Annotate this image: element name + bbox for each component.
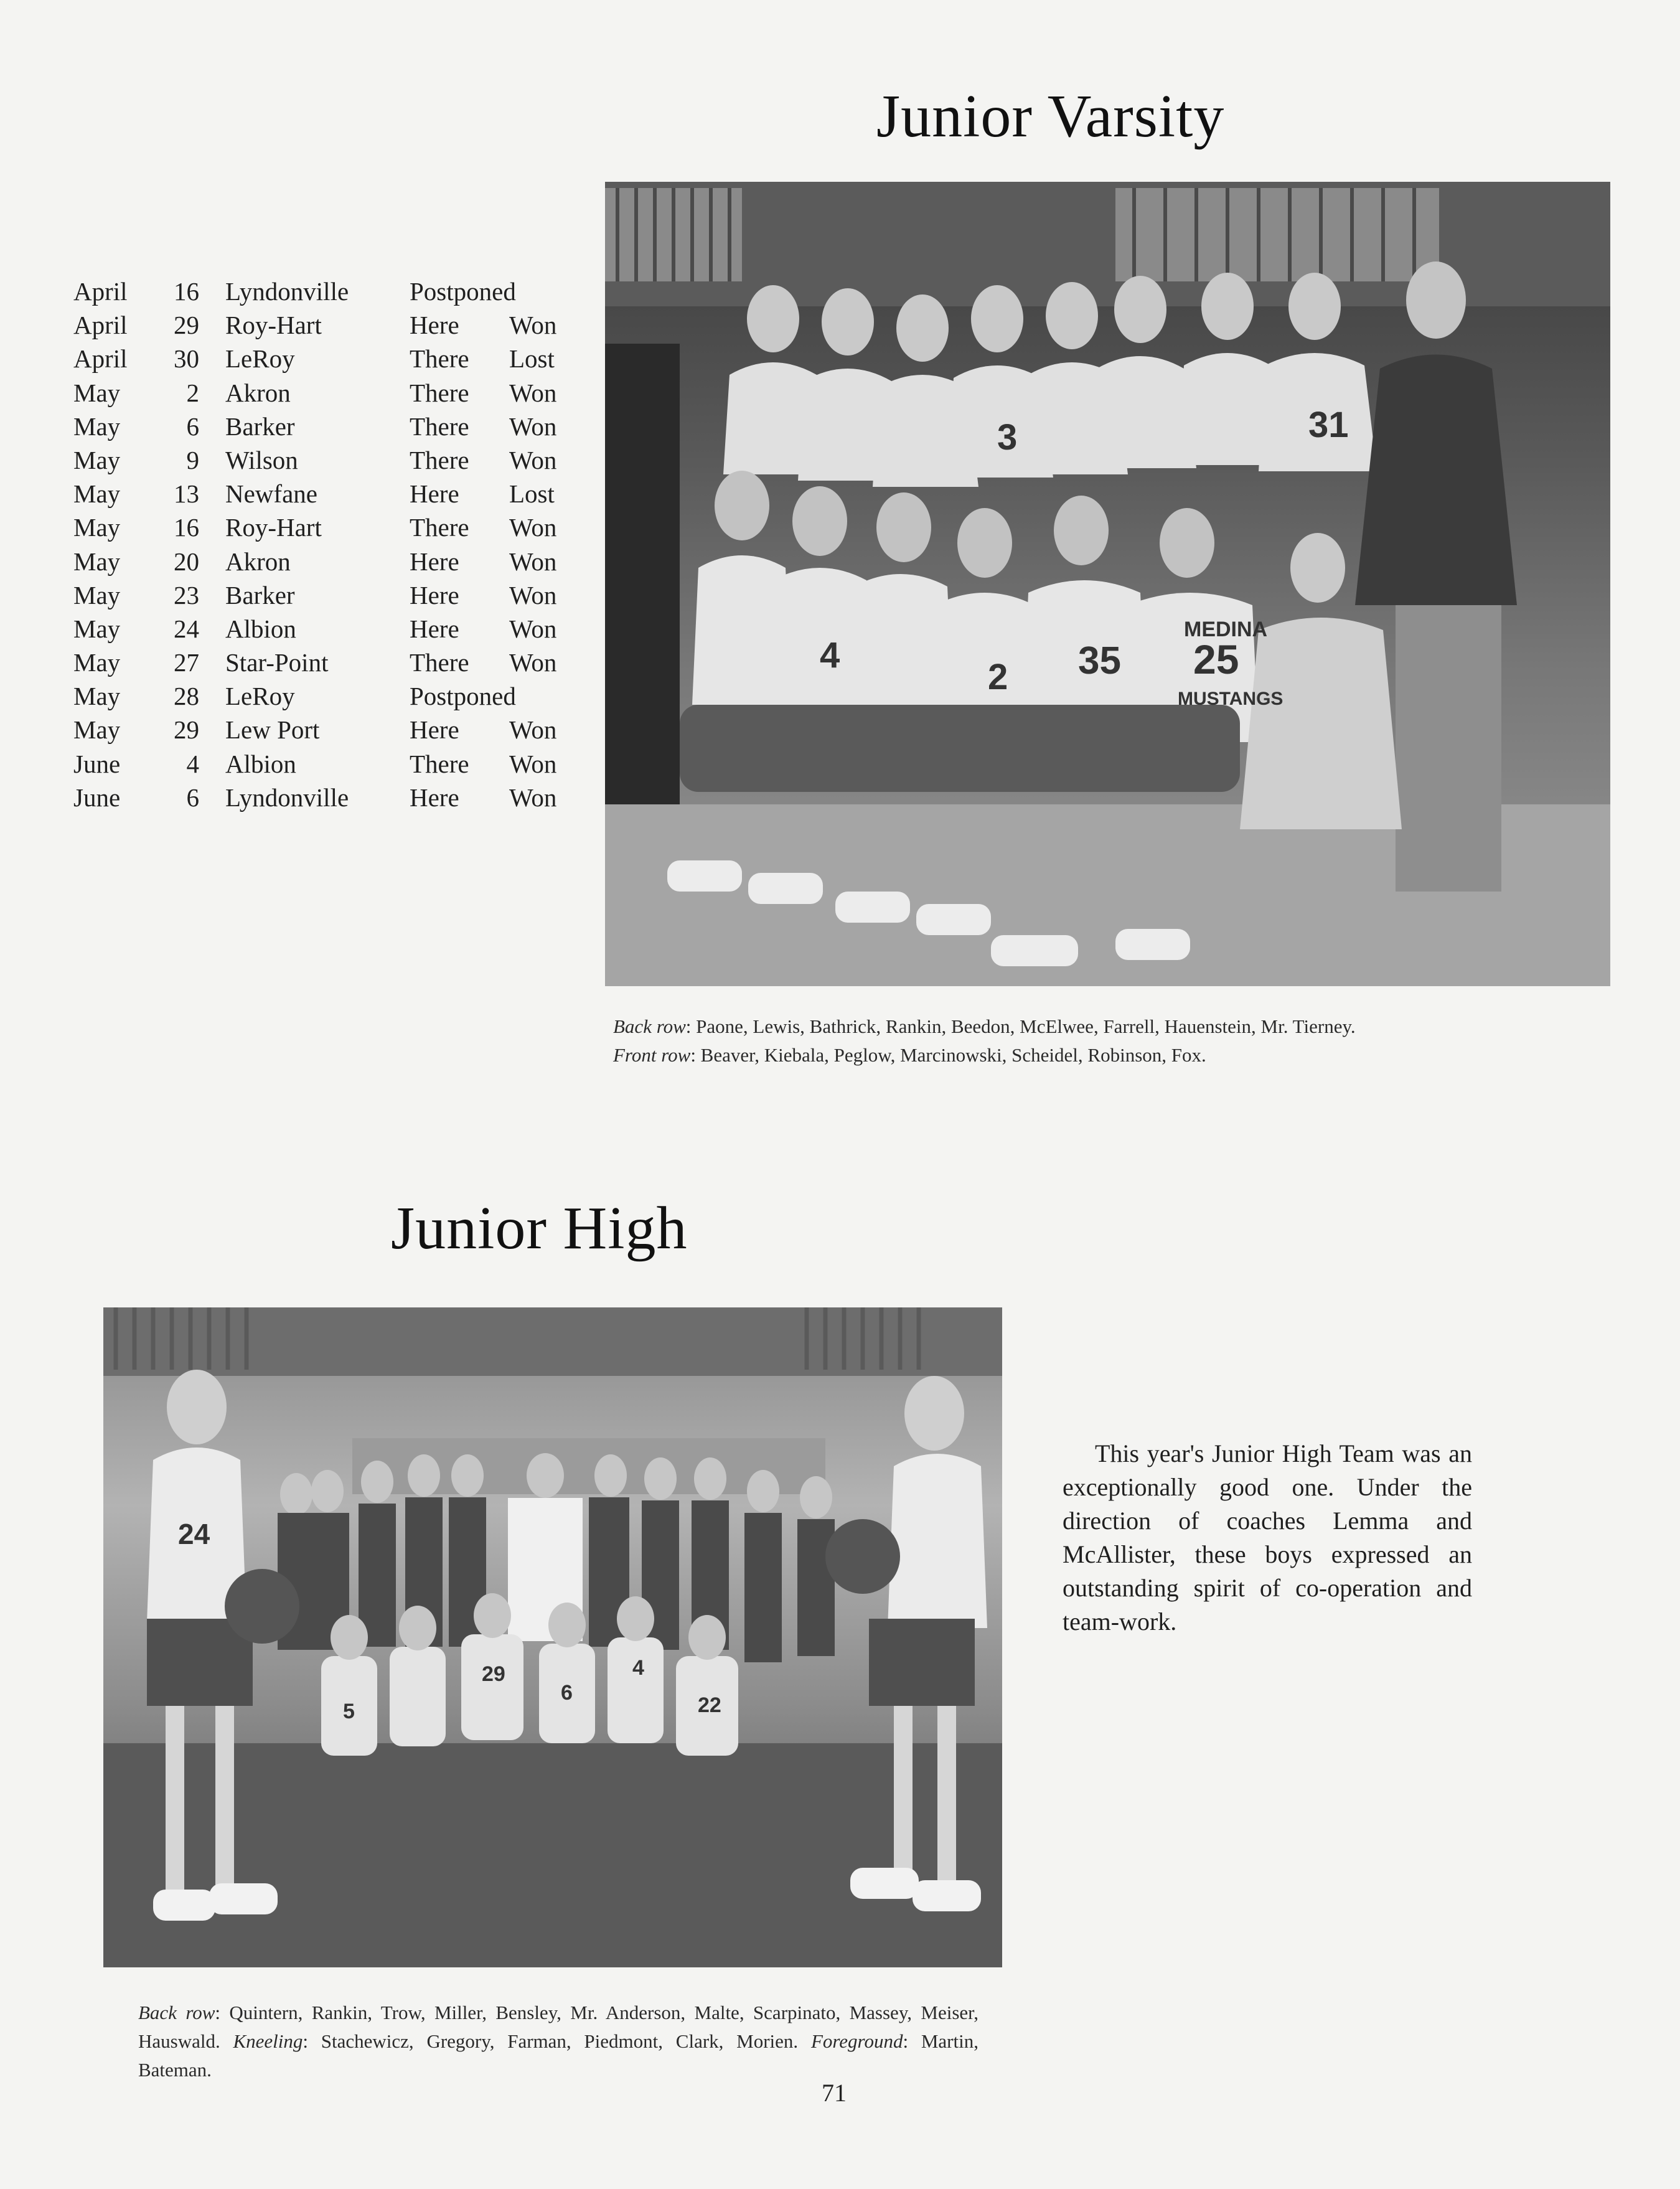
schedule-month: April xyxy=(73,311,128,340)
schedule-note: Postponed xyxy=(410,277,516,306)
jh-kneeling-names: : Stachewicz, Gregory, Farman, Piedmont, Clark, Morien. xyxy=(303,2030,811,2052)
schedule-result: Won xyxy=(509,445,557,474)
jh-back-row-names: : Quintern, Rankin, Trow, Miller, Bensley, Mr. Anderson, Malte, Scarpinato, Massey, Meiser, Hauswald. xyxy=(138,2002,979,2052)
schedule-month: May xyxy=(73,580,121,610)
schedule-month: May xyxy=(73,445,121,474)
schedule-result: Won xyxy=(509,412,557,441)
schedule-opponent: LeRoy xyxy=(225,344,295,374)
schedule-location: Here xyxy=(410,479,459,509)
schedule-month: May xyxy=(73,378,121,407)
schedule-location: Here xyxy=(410,580,459,610)
schedule-result: Lost xyxy=(509,479,555,509)
schedule-result: Won xyxy=(509,783,557,812)
schedule-day: 16 xyxy=(174,513,199,542)
schedule-month: May xyxy=(73,715,121,745)
schedule-day: 2 xyxy=(186,378,199,407)
jv-photo-illustration xyxy=(605,182,1610,986)
svg-text:MUSTANGS: MUSTANGS xyxy=(1178,689,1283,709)
schedule-result: Won xyxy=(509,513,557,542)
jv-front-row-names: : Beaver, Kiebala, Peglow, Marcinowski, Scheidel, Robinson, Fox. xyxy=(690,1044,1206,1066)
schedule-opponent: Albion xyxy=(225,749,296,778)
junior-varsity-team-photo xyxy=(605,182,1610,986)
svg-text:5: 5 xyxy=(343,1700,355,1723)
jh-photo-illustration xyxy=(103,1307,1002,1967)
schedule-day: 6 xyxy=(186,783,199,812)
schedule-location: Here xyxy=(410,614,459,643)
page-number: 71 xyxy=(822,2079,847,2107)
svg-text:31: 31 xyxy=(1308,405,1349,445)
schedule-location: There xyxy=(410,648,469,677)
junior-varsity-caption xyxy=(613,1012,1621,1070)
jh-foreground-names: : Martin, Bateman. xyxy=(138,2030,978,2081)
schedule-opponent: Wilson xyxy=(225,445,298,474)
schedule-day: 6 xyxy=(186,412,199,441)
schedule-opponent: Newfane xyxy=(225,479,317,509)
schedule-day: 30 xyxy=(174,344,199,374)
schedule-month: April xyxy=(73,344,128,374)
svg-text:4: 4 xyxy=(820,635,840,676)
schedule-result: Won xyxy=(509,715,557,745)
schedule-month: May xyxy=(73,614,121,643)
junior-high-description: This year's Junior High Team was an exceptionally good one. Under the direction of coaches Lemma and McAllister, these boys expressed an outstanding spirit of co-operation and team-work. xyxy=(1063,1439,1472,1636)
schedule-day: 27 xyxy=(174,648,199,677)
jv-back-row-label: Back row xyxy=(613,1015,686,1037)
svg-text:3: 3 xyxy=(997,417,1018,458)
schedule-location: There xyxy=(410,445,469,474)
schedule-note: Postponed xyxy=(410,682,516,711)
svg-text:6: 6 xyxy=(561,1681,573,1705)
schedule-month: May xyxy=(73,547,121,576)
schedule-location: There xyxy=(410,412,469,441)
schedule-location: Here xyxy=(410,547,459,576)
schedule-result: Won xyxy=(509,648,557,677)
schedule-day: 29 xyxy=(174,311,199,340)
schedule-day: 16 xyxy=(174,277,199,306)
svg-text:35: 35 xyxy=(1078,639,1121,682)
schedule-day: 24 xyxy=(174,614,199,643)
schedule-location: There xyxy=(410,344,469,374)
schedule-opponent: Akron xyxy=(225,547,291,576)
schedule-month: May xyxy=(73,513,121,542)
jv-back-row-names: : Paone, Lewis, Bathrick, Rankin, Beedon, McElwee, Farrell, Hauenstein, Mr. Tierney. xyxy=(685,1015,1356,1037)
schedule-opponent: Lew Port xyxy=(225,715,320,745)
schedule-day: 29 xyxy=(174,715,199,745)
schedule-opponent: Star-Point xyxy=(225,648,329,677)
svg-text:25: 25 xyxy=(1193,636,1239,682)
schedule-day: 23 xyxy=(174,580,199,610)
schedule-result: Won xyxy=(509,580,557,610)
jh-foreground-label: Foreground xyxy=(810,2030,903,2052)
schedule-location: There xyxy=(410,378,469,407)
jh-back-row-label: Back row xyxy=(138,2002,215,2023)
jh-kneeling-label: Kneeling xyxy=(233,2030,303,2052)
schedule-opponent: Lyndonville xyxy=(225,277,349,306)
schedule-result: Won xyxy=(509,311,557,340)
schedule-day: 4 xyxy=(186,749,199,778)
schedule-month: May xyxy=(73,412,121,441)
schedule-location: Here xyxy=(410,783,459,812)
schedule-result: Won xyxy=(509,547,557,576)
junior-high-title: Junior High xyxy=(391,1195,688,1262)
svg-text:24: 24 xyxy=(178,1518,210,1550)
schedule-opponent: Barker xyxy=(225,580,295,610)
schedule-day: 9 xyxy=(186,445,199,474)
svg-text:22: 22 xyxy=(698,1693,721,1717)
schedule-opponent: Roy-Hart xyxy=(225,311,322,340)
junior-high-team-photo xyxy=(103,1307,1002,1967)
schedule-result: Lost xyxy=(509,344,555,374)
schedule-month: April xyxy=(73,277,128,306)
schedule-opponent: Albion xyxy=(225,614,296,643)
junior-high-caption xyxy=(138,1998,978,2084)
schedule-month: June xyxy=(73,749,121,778)
schedule-day: 28 xyxy=(174,682,199,711)
schedule-opponent: Barker xyxy=(225,412,295,441)
schedule-location: There xyxy=(410,513,469,542)
schedule-month: June xyxy=(73,783,121,812)
schedule-result: Won xyxy=(509,614,557,643)
schedule-month: May xyxy=(73,479,121,509)
svg-text:4: 4 xyxy=(632,1656,644,1680)
jv-front-row-label: Front row xyxy=(613,1044,691,1066)
schedule-day: 20 xyxy=(174,547,199,576)
schedule-opponent: LeRoy xyxy=(225,682,295,711)
svg-text:2: 2 xyxy=(988,657,1008,697)
schedule-location: There xyxy=(410,749,469,778)
schedule-result: Won xyxy=(509,378,557,407)
schedule-opponent: Akron xyxy=(225,378,291,407)
schedule-opponent: Lyndonville xyxy=(225,783,349,812)
schedule-month: May xyxy=(73,682,121,711)
schedule-result: Won xyxy=(509,749,557,778)
svg-text:MEDINA: MEDINA xyxy=(1184,618,1268,641)
schedule-location: Here xyxy=(410,311,459,340)
schedule-location: Here xyxy=(410,715,459,745)
schedule-month: May xyxy=(73,648,121,677)
svg-text:29: 29 xyxy=(482,1662,505,1686)
schedule-day: 13 xyxy=(174,479,199,509)
junior-varsity-title: Junior Varsity xyxy=(876,83,1225,150)
schedule-opponent: Roy-Hart xyxy=(225,513,322,542)
